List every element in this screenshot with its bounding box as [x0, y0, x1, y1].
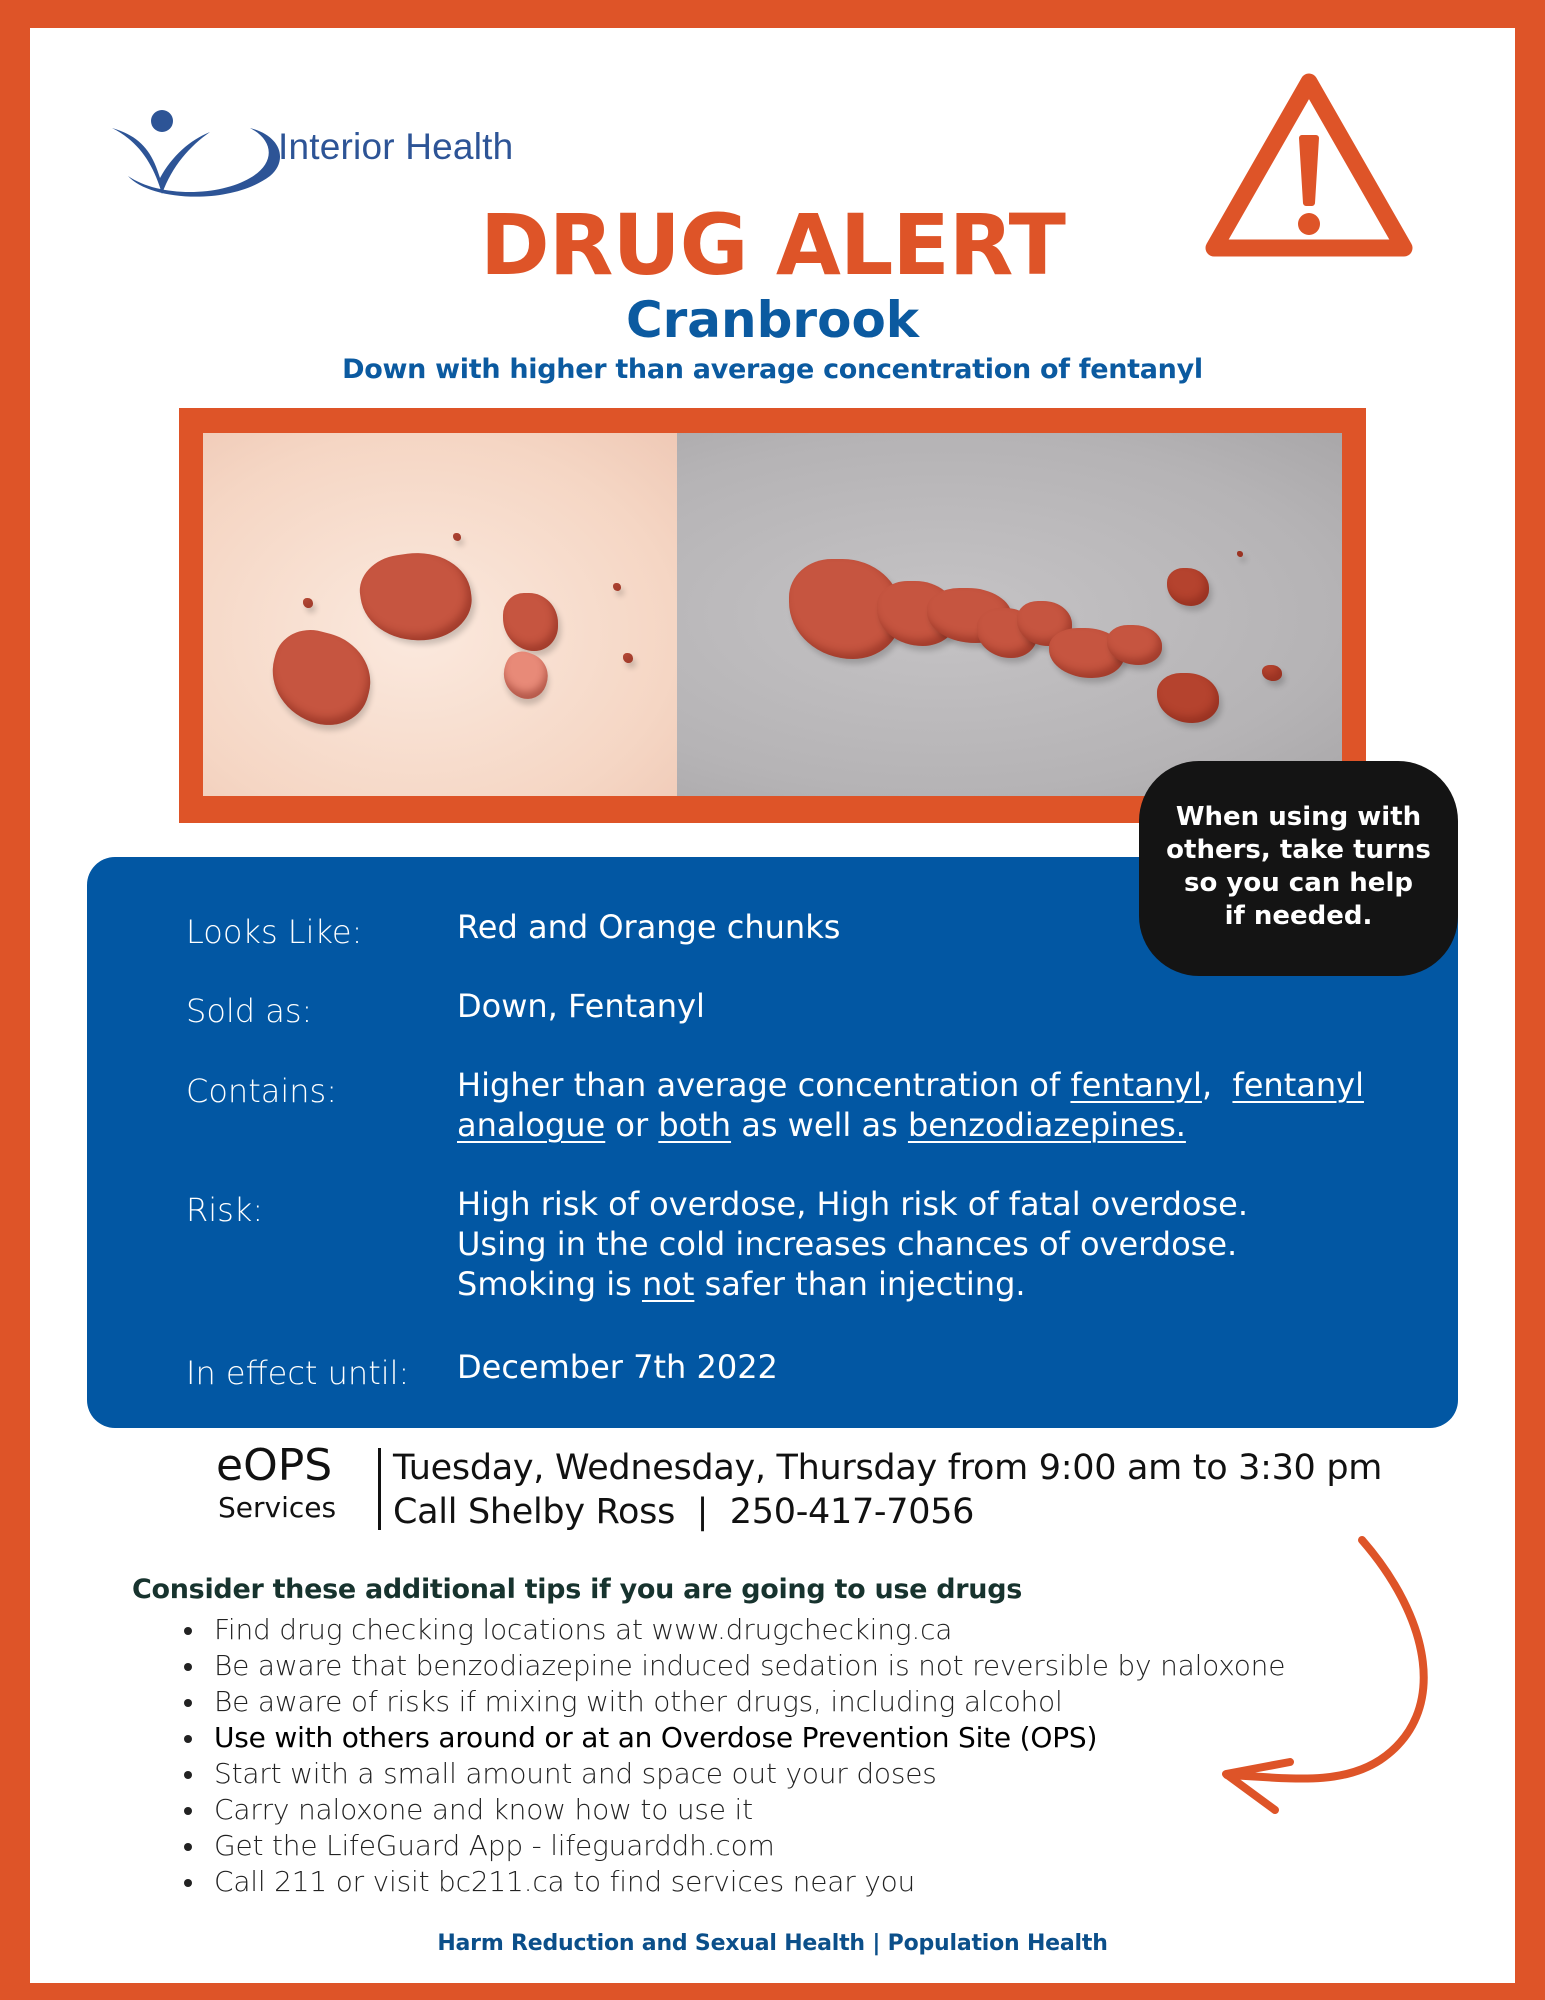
tips-list [180, 1612, 1285, 1900]
tips-heading: Consider these additional tips if you are going to use drugs [132, 1574, 1023, 1605]
tip-item: Find drug checking locations at www.drugchecking.ca [180, 1612, 1285, 1648]
drug-alert-poster [30, 28, 1515, 1983]
eops-contact-phone: Call Shelby Ross | 250-417-7056 [393, 1492, 975, 1532]
contains-value [457, 1065, 1364, 1145]
alert-title: DRUG ALERT [480, 196, 1065, 294]
fentanyl-analogue-link: fentanyl [1232, 1066, 1364, 1104]
contains-line-2: analogue or both as well as benzodiazepines. [457, 1106, 1186, 1144]
benzodiazepines-link: benzodiazepines. [907, 1106, 1186, 1144]
tip-item: Be aware that benzodiazepine induced sedation is not reversible by naloxone [180, 1648, 1285, 1684]
safety-callout-bubble: When using with others, take turns so you can help if needed. [1139, 761, 1458, 976]
alert-location: Cranbrook [625, 291, 920, 349]
tip-item: Start with a small amount and space out your doses [180, 1756, 1285, 1792]
drug-photo-frame [179, 408, 1366, 823]
fentanyl-link: fentanyl [1070, 1066, 1202, 1104]
in-effect-value: December 7th 2022 [457, 1348, 778, 1386]
drug-photo-right [677, 433, 1342, 796]
in-effect-label: In effect until: [186, 1354, 410, 1392]
sold-as-label: Sold as: [186, 992, 313, 1030]
tip-item: Call 211 or visit bc211.ca to find services near you [180, 1864, 1285, 1900]
tip-item: Carry naloxone and know how to use it [180, 1792, 1285, 1828]
interior-health-logo-icon [110, 106, 285, 201]
eops-title: eOPS [216, 1440, 333, 1491]
tip-item: Be aware of risks if mixing with other drugs, including alcohol [180, 1684, 1285, 1720]
risk-label: Risk: [186, 1191, 264, 1229]
looks-like-label: Looks Like: [186, 913, 363, 951]
contains-line-1: Higher than average concentration of fentanyl, fentanyl [457, 1066, 1364, 1104]
drug-photo-left [203, 433, 677, 796]
eops-schedule: Tuesday, Wednesday, Thursday from 9:00 am to 3:30 pm [393, 1448, 1383, 1488]
looks-like-value: Red and Orange chunks [457, 908, 841, 946]
eops-subtitle: Services [218, 1491, 337, 1524]
tip-item-highlighted: Use with others around or at an Overdose Prevention Site (OPS) [180, 1720, 1285, 1756]
risk-value: High risk of overdose, High risk of fatal overdose. Using in the cold increases chances of overdose. Smoking is not safer than injecting. [457, 1185, 1249, 1303]
contains-label: Contains: [186, 1072, 337, 1110]
tip-item: Get the LifeGuard App - lifeguarddh.com [180, 1828, 1285, 1864]
organization-name: Interior Health [278, 126, 514, 167]
eops-divider [378, 1448, 381, 1530]
alert-subtitle: Down with higher than average concentration of fentanyl [342, 354, 1203, 385]
footer-department: Harm Reduction and Sexual Health | Population Health [437, 1931, 1108, 1956]
sold-as-value: Down, Fentanyl [457, 987, 705, 1025]
